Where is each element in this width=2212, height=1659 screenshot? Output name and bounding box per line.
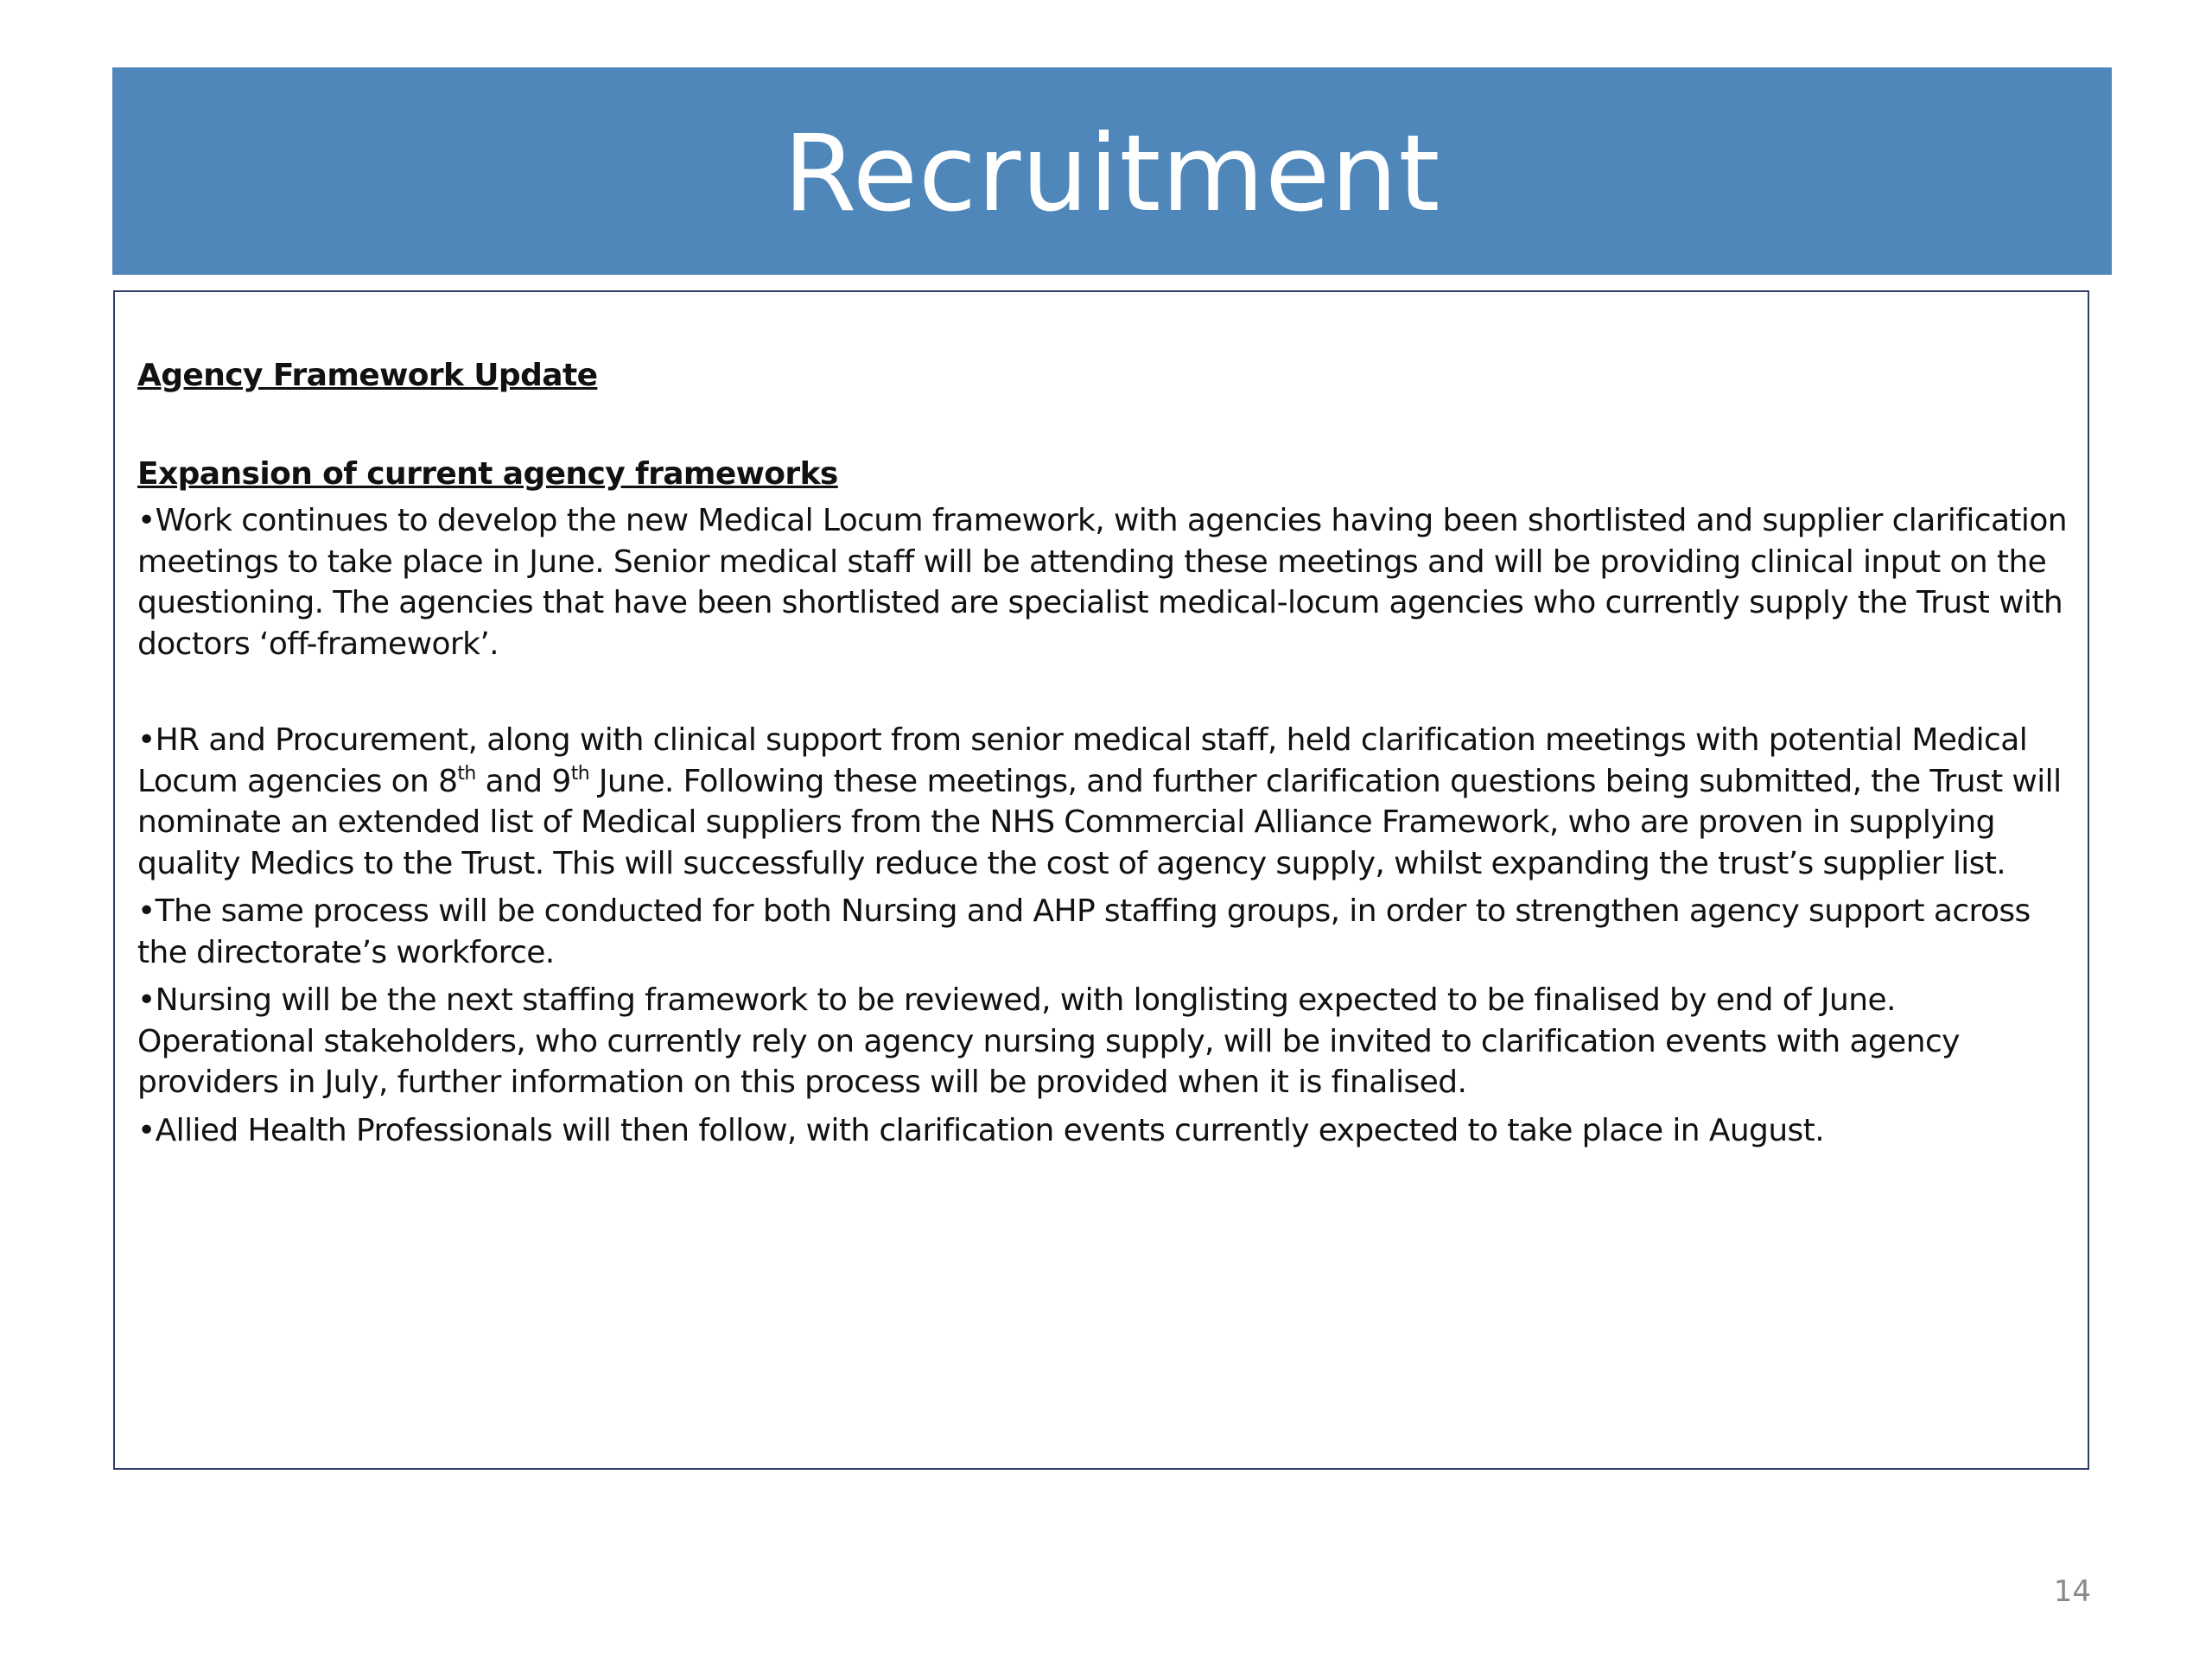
title-bar — [112, 67, 2112, 275]
slide-title: Recruitment — [783, 112, 1441, 235]
bullet-nursing-ahp-process: •The same process will be conducted for both Nursing and AHP staffing groups, in order to strengthen agency support across the directorate’s workforce. — [137, 893, 2031, 970]
slide-content — [137, 355, 2082, 1158]
ordinal-suffix: th — [457, 762, 476, 785]
bullet-hr-procurement-text-1: •HR and Procurement, along with clinical support from senior medical staff, held clarification meetings with potential Medical Locum agencies on 8 — [137, 722, 2028, 799]
bullet-nursing-framework: •Nursing will be the next staffing framework to be reviewed, with longlisting expected to be finalised by end of June. Operational stakeholders, who currently rely on agency nursing supply, will be invited to clarification events with agency providers in July, further information on this process will be provided when it is finalised. — [137, 982, 1960, 1100]
bullet-hr-procurement — [137, 720, 2082, 884]
heading-agency-framework-update: Agency Framework Update — [137, 358, 598, 393]
ordinal-suffix: th — [570, 762, 590, 785]
content-box — [113, 290, 2089, 1470]
bullet-hr-procurement-text-3: June. Following these meetings, and further clarification questions being submitted, the Trust will nominate an extended list of Medical suppliers from the NHS Commercial Alliance Framework, who are proven in supplying quality Medics to the Trust. This will successfully reduce the cost of agency supply, whilst expanding the trust’s supplier list. — [137, 763, 2062, 881]
bullet-hr-procurement-text-2: and 9 — [475, 763, 571, 799]
page-number: 14 — [2053, 1574, 2091, 1609]
heading-expansion-frameworks: Expansion of current agency frameworks — [137, 455, 838, 492]
bullet-allied-health: •Allied Health Professionals will then follow, with clarification events currently expected to take place in August. — [137, 1112, 1825, 1148]
bullet-medical-locum-framework: •Work continues to develop the new Medical Locum framework, with agencies having been shortlisted and supplier clarification meetings to take place in June. Senior medical staff will be attending these meetings and will be providing clinical input on the questioning. The agencies that have been shortlisted are specialist medical-locum agencies who currently supply the Trust with doctors ‘off-framework’. — [137, 503, 2067, 662]
